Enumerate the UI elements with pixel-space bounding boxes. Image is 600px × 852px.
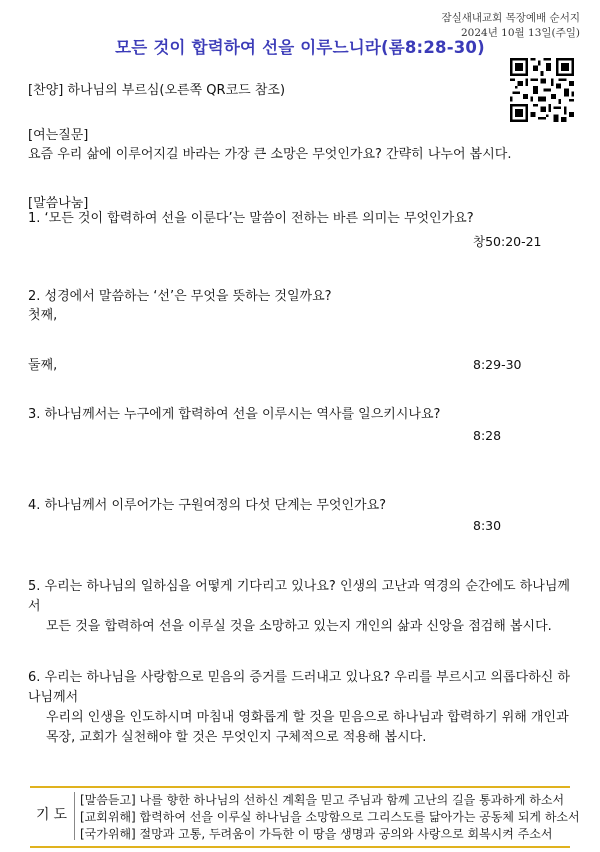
prayer-label: 기도 xyxy=(36,807,72,823)
qr-code-icon[interactable] xyxy=(510,58,574,122)
question-2: 2. 성경에서 말씀하는 ‘선’은 무엇을 뜻하는 것일까요? xyxy=(28,289,332,304)
question-4-reference: 8:30 xyxy=(473,518,502,533)
prayer-item-word: [말씀듣고] 나를 향한 하나님의 선하신 계획을 믿고 주님과 함께 고난의 길을 통과하게 하소서 xyxy=(80,793,565,807)
question-6-line-2: 우리의 인생을 인도하시며 마침내 영화롭게 할 것을 믿음으로 하나님과 합력하기 위해 개인과 xyxy=(46,710,569,725)
opening-question: 요즘 우리 삶에 이루어지길 바라는 가장 큰 소망은 무엇인가요? 간략히 나누어 봅시다. xyxy=(28,147,512,162)
question-5-line-1: 5. 우리는 하나님의 일하심을 어떻게 기다리고 있나요? 인생의 고난과 역경의 순간에도 하나님께서 xyxy=(28,579,570,614)
opening-question-label: [여는질문] xyxy=(28,128,89,143)
question-3: 3. 하나님께서는 누구에게 합력하여 선을 이루시는 역사를 일으키시나요? xyxy=(28,407,441,422)
question-2-second: 둘째, xyxy=(28,358,58,373)
praise-section: [찬양] 하나님의 부르심(오른쪽 QR코드 참조) xyxy=(28,83,286,98)
question-3-reference: 8:28 xyxy=(473,428,502,443)
bulletin-date: 2024년 10월 13일(주일) xyxy=(460,27,580,39)
prayer-divider xyxy=(74,792,75,840)
question-1-reference: 창50:20-21 xyxy=(473,234,542,249)
church-name: 잠실새내교회 목장예배 순서지 xyxy=(441,12,580,24)
question-6-line-1: 6. 우리는 하나님을 사랑함으로 믿음의 증거를 드러내고 있나요? 우리를 부르시고 의롭다하신 하나님께서 xyxy=(28,670,570,705)
question-5-line-2: 모든 것을 합력하여 선을 이루실 것을 소망하고 있는지 개인의 삶과 신앙을 점검해 봅시다. xyxy=(46,619,552,634)
page-title: 모든 것이 합력하여 선을 이루느니라(롬8:28-30) xyxy=(115,38,485,57)
question-1: 1. ‘모든 것이 합력하여 선을 이룬다’는 말씀이 전하는 바른 의미는 무엇인가요? xyxy=(28,211,474,226)
question-2-first: 첫째, xyxy=(28,308,58,323)
word-sharing-label: [말씀나눔] xyxy=(28,196,89,211)
question-6-line-3: 목장, 교회가 실천해야 할 것은 무엇인지 구체적으로 적용해 봅시다. xyxy=(46,730,427,745)
question-5 xyxy=(28,577,573,637)
question-6 xyxy=(28,668,573,748)
question-4: 4. 하나님께서 이루어가는 구원여정의 다섯 단계는 무엇인가요? xyxy=(28,498,387,513)
prayer-item-nation: [국가위해] 절망과 고통, 두려움이 가득한 이 땅을 생명과 공의와 사랑으로 회복시켜 주소서 xyxy=(80,827,553,841)
prayer-item-church: [교회위해] 합력하여 선을 이루실 하나님을 소망함으로 그리스도를 닮아가는 공동체 되게 하소서 xyxy=(80,810,580,824)
question-2-reference: 8:29-30 xyxy=(473,357,522,372)
